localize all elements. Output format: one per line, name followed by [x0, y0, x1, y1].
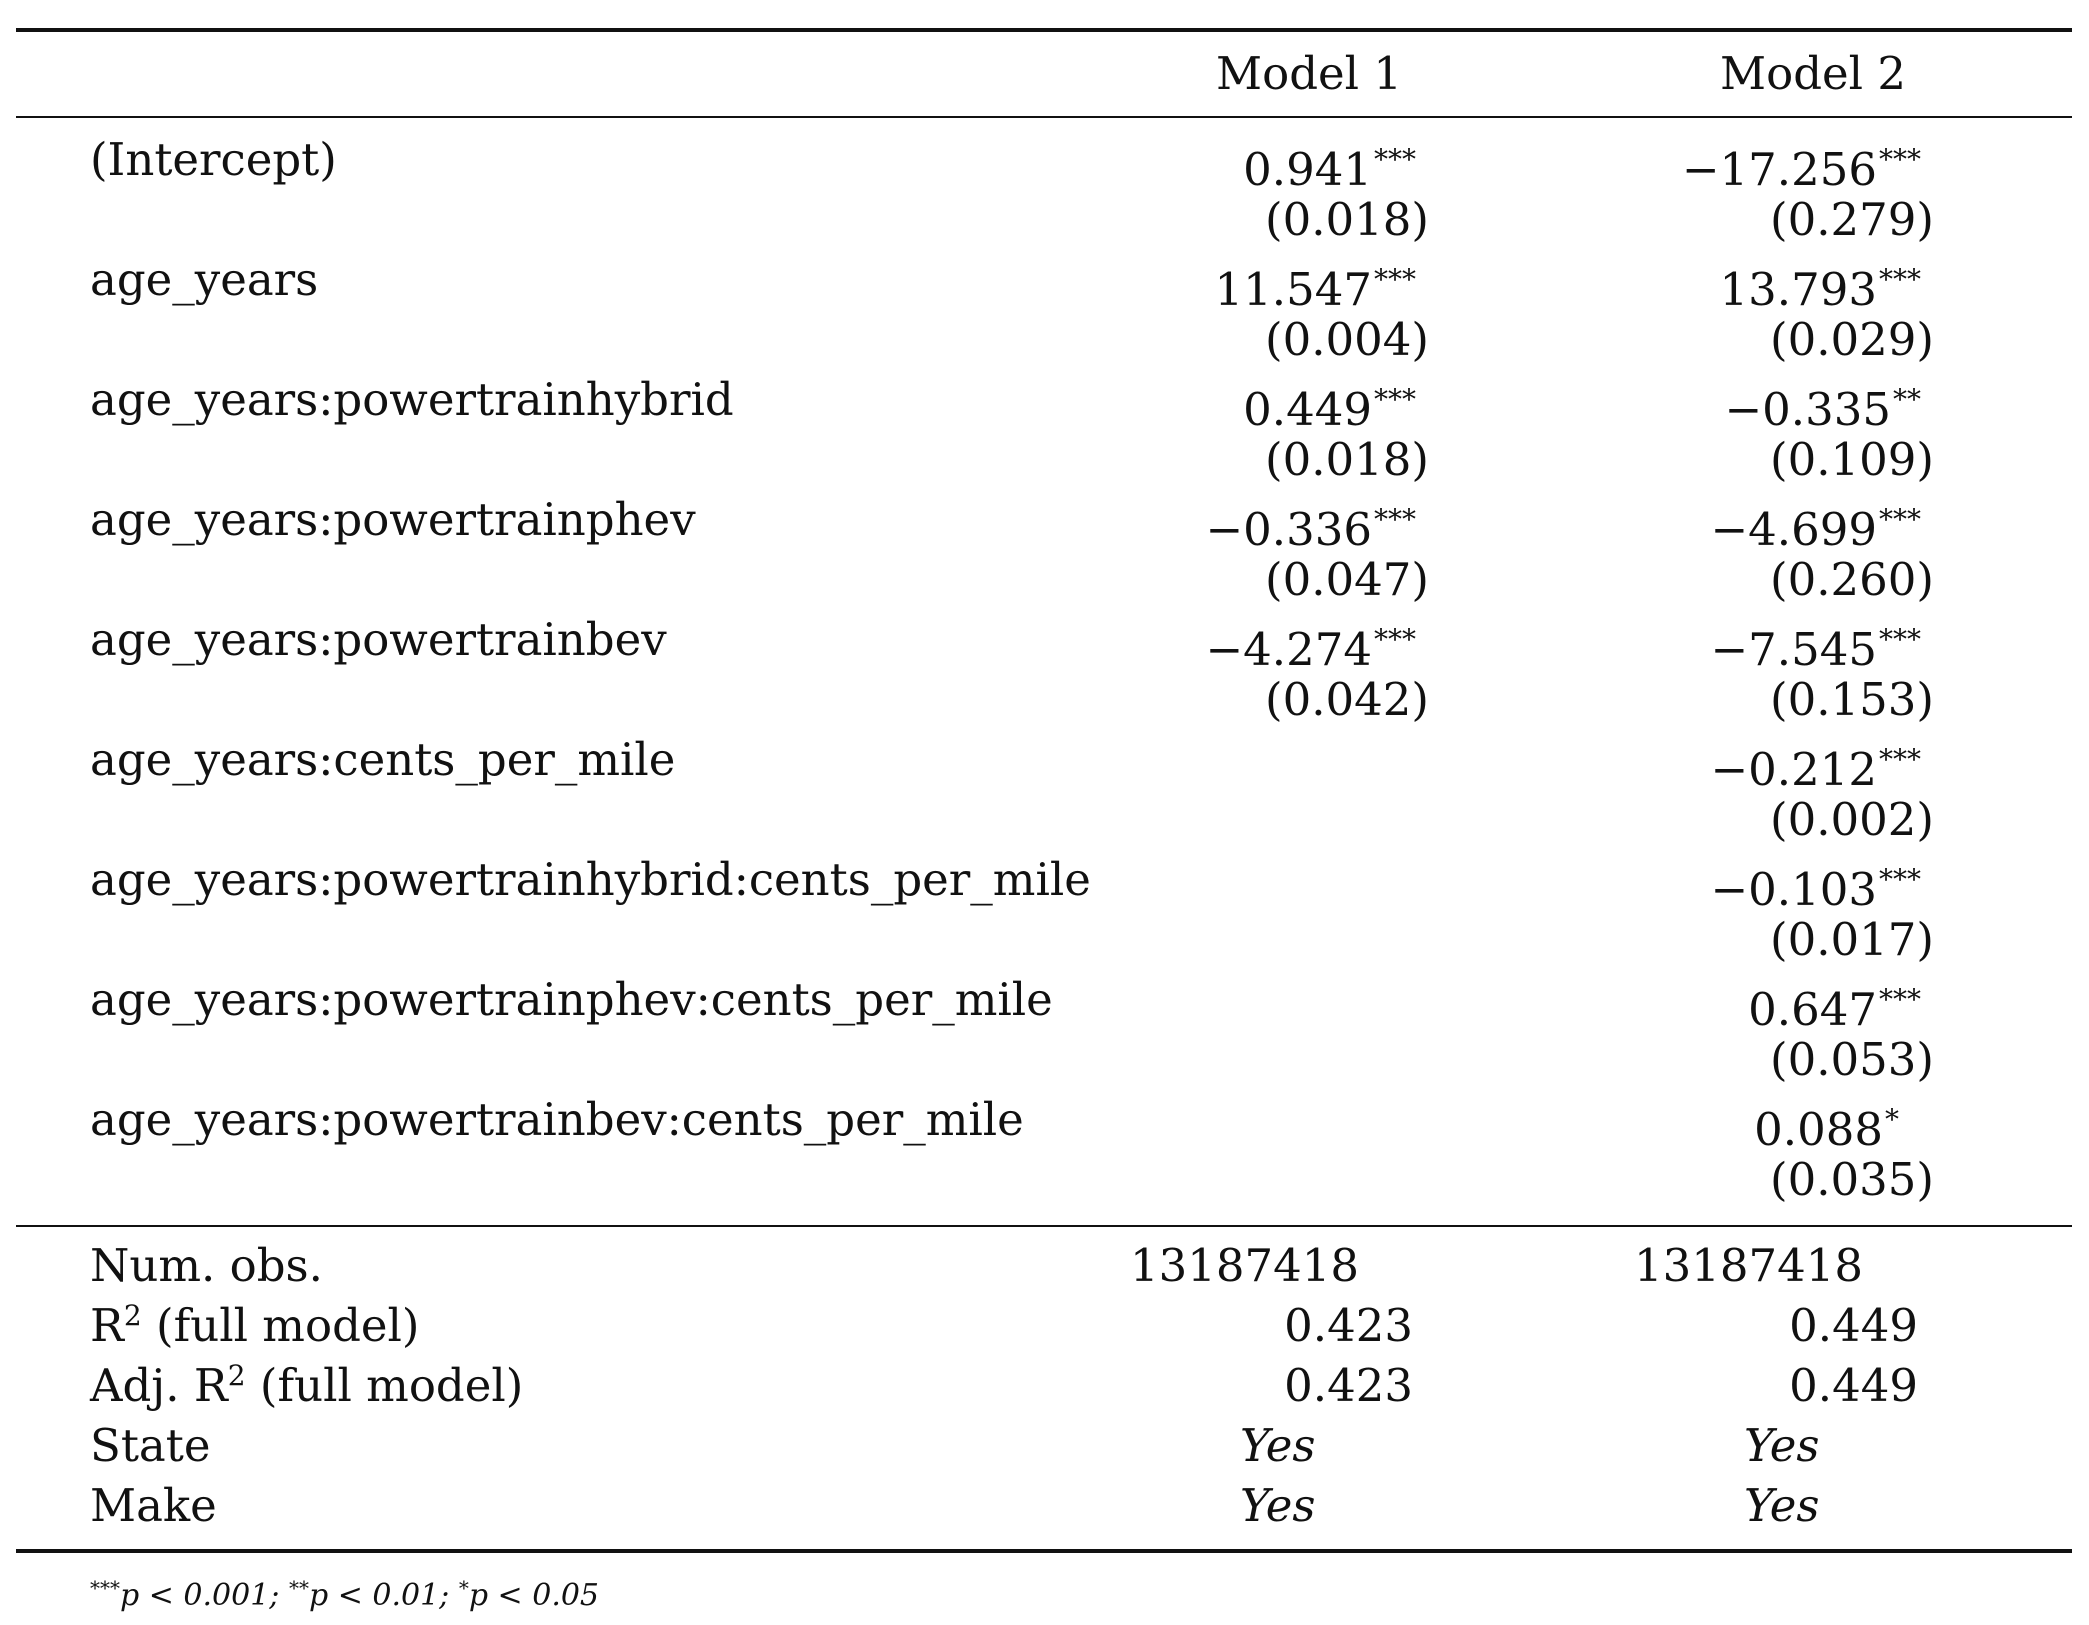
model2-state-fe: Yes: [1744, 1419, 1820, 1472]
model2-std-error: (0.002): [1770, 793, 1934, 846]
num-obs-label: Num. obs.: [90, 1239, 323, 1292]
model2-coefficient: −17.256***: [1681, 143, 1921, 196]
model1-coefficient: 0.941***: [1243, 143, 1416, 196]
row-label: age_years:powertrainhybrid:cents_per_mile: [90, 853, 1091, 906]
model1-num-obs: 13187418: [1130, 1239, 1360, 1292]
model2-std-error: (0.053): [1770, 1033, 1934, 1086]
row-label: age_years:powertrainphev:cents_per_mile: [90, 973, 1053, 1026]
model1-std-error: (0.018): [1265, 433, 1429, 486]
model2-coefficient: −0.212***: [1710, 743, 1921, 796]
row-label: age_years:cents_per_mile: [90, 733, 676, 786]
row-label: age_years:powertrainbev: [90, 613, 667, 666]
gof-rule: [16, 1225, 2072, 1227]
model2-num-obs: 13187418: [1634, 1239, 1864, 1292]
model2-std-error: (0.109): [1770, 433, 1934, 486]
make-fe-label: Make: [90, 1479, 217, 1532]
model2-std-error: (0.035): [1770, 1153, 1934, 1206]
model1-std-error: (0.004): [1265, 313, 1429, 366]
row-label: age_years:powertrainbev:cents_per_mile: [90, 1093, 1024, 1146]
model2-coefficient: 13.793***: [1719, 263, 1921, 316]
column-header-model-2: Model 2: [1720, 47, 1906, 100]
model1-std-error: (0.047): [1265, 553, 1429, 606]
model1-coefficient: 11.547***: [1214, 263, 1416, 316]
model1-make-fe: Yes: [1240, 1479, 1316, 1532]
model2-std-error: (0.029): [1770, 313, 1934, 366]
row-label: age_years:powertrainphev: [90, 493, 696, 546]
column-header-model-1: Model 1: [1216, 47, 1402, 100]
header-rule: [16, 116, 2072, 118]
model1-std-error: (0.018): [1265, 193, 1429, 246]
model1-state-fe: Yes: [1240, 1419, 1316, 1472]
adj-r2-label: Adj. $R^2$ (full model): [90, 1359, 524, 1412]
model1-std-error: (0.042): [1265, 673, 1429, 726]
model2-coefficient: −4.699***: [1710, 503, 1921, 556]
model1-coefficient: −4.274***: [1205, 623, 1416, 676]
model2-std-error: (0.153): [1770, 673, 1934, 726]
model2-coefficient: −0.335**: [1724, 383, 1921, 436]
model1-adj-r2: 0.423: [1284, 1359, 1413, 1412]
significance-footnote: ***p < 0.001; **p < 0.01; *p < 0.05: [90, 1576, 600, 1613]
table-bottom-rule: [16, 1549, 2072, 1553]
table-top-rule: [16, 28, 2072, 32]
r2-label: $R^2$ (full model): [90, 1299, 420, 1352]
row-label: age_years:powertrainhybrid: [90, 373, 734, 426]
model2-std-error: (0.279): [1770, 193, 1934, 246]
model2-coefficient: −7.545***: [1710, 623, 1921, 676]
model2-coefficient: −0.103***: [1710, 863, 1921, 916]
model1-coefficient: 0.449***: [1243, 383, 1416, 436]
model2-r2: 0.449: [1789, 1299, 1918, 1352]
model2-make-fe: Yes: [1744, 1479, 1820, 1532]
row-label: (Intercept): [90, 133, 337, 186]
model1-coefficient: −0.336***: [1205, 503, 1416, 556]
model2-std-error: (0.017): [1770, 913, 1934, 966]
model2-coefficient: 0.088*: [1754, 1103, 1899, 1156]
model1-r2: 0.423: [1284, 1299, 1413, 1352]
state-fe-label: State: [90, 1419, 211, 1472]
model2-coefficient: 0.647***: [1748, 983, 1921, 1036]
row-label: age_years: [90, 253, 319, 306]
model2-std-error: (0.260): [1770, 553, 1934, 606]
model2-adj-r2: 0.449: [1789, 1359, 1918, 1412]
